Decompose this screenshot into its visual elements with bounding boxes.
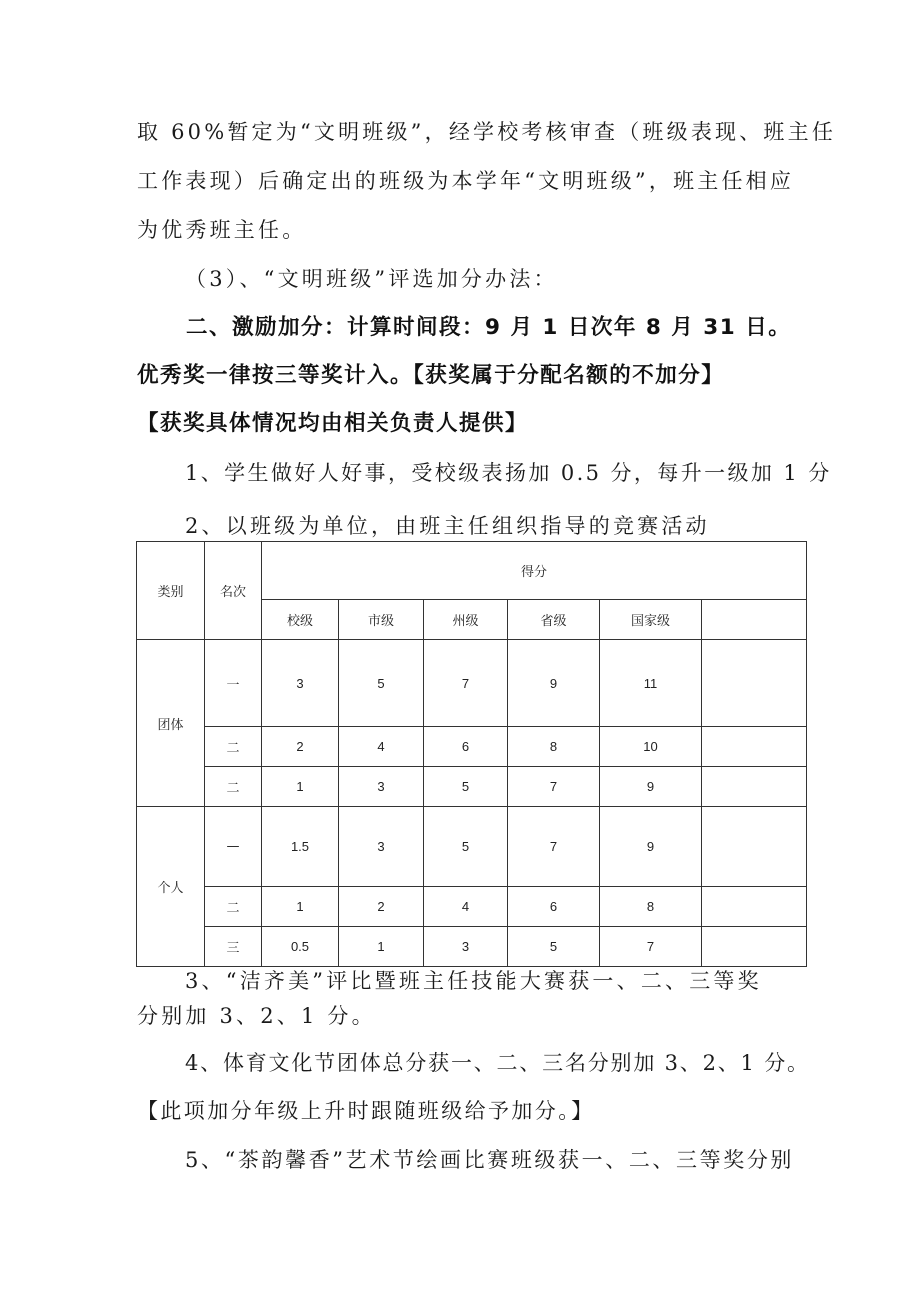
group-label-individual: 个人 bbox=[137, 807, 205, 967]
section-heading-line: 优秀奖一律按三等奖计入。【获奖属于分配名额的不加分】 bbox=[137, 363, 725, 388]
table-cell: 6 bbox=[424, 727, 508, 767]
rank-cell: 三 bbox=[205, 927, 262, 967]
table-cell: 1 bbox=[339, 927, 424, 967]
table-cell: 3 bbox=[339, 767, 424, 807]
table-cell bbox=[702, 640, 807, 727]
table-cell: 5 bbox=[424, 767, 508, 807]
table-cell: 9 bbox=[508, 640, 600, 727]
level-header: 州级 bbox=[424, 600, 508, 640]
table-cell: 2 bbox=[339, 887, 424, 927]
table-cell: 9 bbox=[600, 767, 702, 807]
table-cell: 3 bbox=[424, 927, 508, 967]
table-cell: 9 bbox=[600, 807, 702, 887]
table-cell: 7 bbox=[424, 640, 508, 727]
paragraph-line: 工作表现）后确定出的班级为本学年“文明班级”，班主任相应 bbox=[137, 169, 795, 193]
list-item: 4、体育文化节团体总分获一、二、三名分别加 3、2、1 分。 bbox=[185, 1051, 810, 1075]
section-heading: 二、激励加分：计算时间段：9 月 1 日次年 8 月 31 日。 bbox=[186, 315, 792, 340]
header-score: 得分 bbox=[262, 542, 807, 600]
list-item-continuation: 分别加 3、2、1 分。 bbox=[137, 1004, 376, 1028]
table-cell: 8 bbox=[600, 887, 702, 927]
table-cell bbox=[702, 767, 807, 807]
level-header: 省级 bbox=[508, 600, 600, 640]
table-cell: 1 bbox=[262, 887, 339, 927]
rank-cell: 二 bbox=[205, 767, 262, 807]
note-line: 【此项加分年级上升时跟随班级给予加分。】 bbox=[137, 1099, 595, 1123]
level-header: 市级 bbox=[339, 600, 424, 640]
table-cell bbox=[702, 727, 807, 767]
group-label-team: 团体 bbox=[137, 640, 205, 807]
level-header: 国家级 bbox=[600, 600, 702, 640]
rank-cell: 一 bbox=[205, 640, 262, 727]
table-cell: 7 bbox=[600, 927, 702, 967]
paragraph-line: 取 60%暂定为“文明班级”，经学校考核审查（班级表现、班主任 bbox=[137, 120, 837, 144]
table-cell: 5 bbox=[508, 927, 600, 967]
table-cell: 5 bbox=[424, 807, 508, 887]
table-cell: 4 bbox=[424, 887, 508, 927]
list-item: 5、“茶韵馨香”艺术节绘画比赛班级获一、二、三等奖分别 bbox=[185, 1148, 795, 1172]
list-item: 3、“洁齐美”评比暨班主任技能大赛获一、二、三等奖 bbox=[185, 969, 762, 993]
rank-cell: 二 bbox=[205, 887, 262, 927]
table-cell: 4 bbox=[339, 727, 424, 767]
level-header bbox=[702, 600, 807, 640]
rank-cell: 二 bbox=[205, 727, 262, 767]
table-cell: 2 bbox=[262, 727, 339, 767]
table-cell: 7 bbox=[508, 807, 600, 887]
list-item: 1、学生做好人好事，受校级表扬加 0.5 分，每升一级加 1 分 bbox=[185, 461, 832, 485]
table-cell: 10 bbox=[600, 727, 702, 767]
header-category: 类别 bbox=[137, 542, 205, 640]
table-cell bbox=[702, 927, 807, 967]
score-table bbox=[136, 541, 807, 967]
rank-cell: — bbox=[205, 807, 262, 887]
paragraph-line: 为优秀班主任。 bbox=[137, 218, 307, 242]
table-cell: 8 bbox=[508, 727, 600, 767]
table-cell: 3 bbox=[339, 807, 424, 887]
table-cell: 1 bbox=[262, 767, 339, 807]
table-cell bbox=[702, 887, 807, 927]
table-cell bbox=[702, 807, 807, 887]
table-cell: 5 bbox=[339, 640, 424, 727]
table-cell: 6 bbox=[508, 887, 600, 927]
subsection-heading: （3）、“文明班级”评选加分办法： bbox=[185, 267, 558, 291]
table-cell: 0.5 bbox=[262, 927, 339, 967]
section-heading-line: 【获奖具体情况均由相关负责人提供】 bbox=[137, 411, 529, 436]
level-header: 校级 bbox=[262, 600, 339, 640]
table-cell: 11 bbox=[600, 640, 702, 727]
table-cell: 3 bbox=[262, 640, 339, 727]
table-cell: 7 bbox=[508, 767, 600, 807]
list-item: 2、以班级为单位，由班主任组织指导的竞赛活动 bbox=[185, 514, 710, 538]
table-cell: 1.5 bbox=[262, 807, 339, 887]
header-rank: 名次 bbox=[205, 542, 262, 640]
